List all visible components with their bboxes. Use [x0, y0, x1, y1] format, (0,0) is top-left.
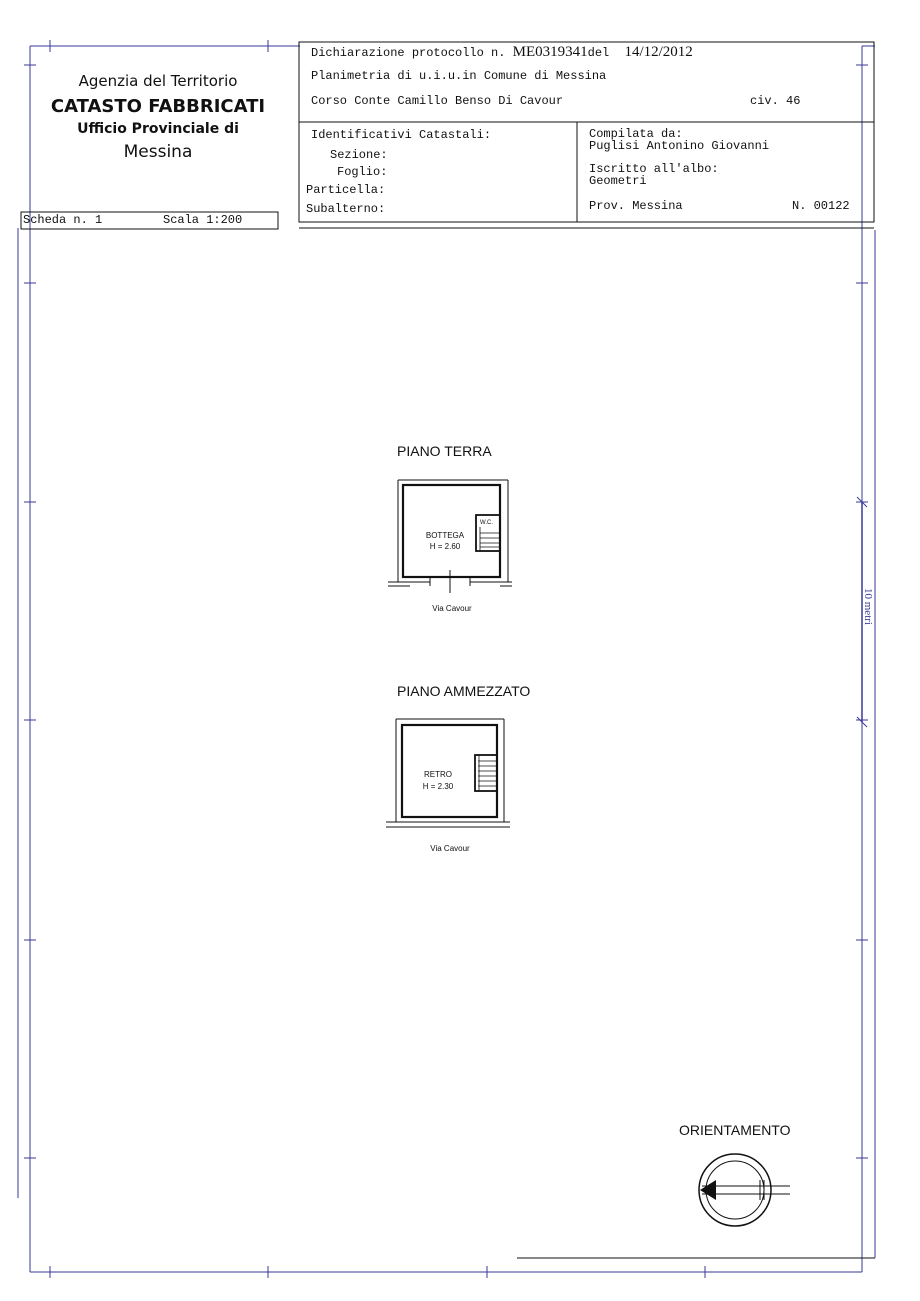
scale-bar-label: 10 metri — [862, 588, 874, 625]
iscritto-label: Iscritto all'albo: — [589, 162, 719, 176]
ground-floor-plan — [380, 475, 520, 605]
registration-number: N. 00122 — [792, 199, 850, 213]
del-label: del — [587, 46, 610, 60]
scale-label: Scala 1:200 — [163, 213, 243, 227]
subalterno-label: Subalterno: — [306, 202, 386, 216]
dichiarazione-line — [311, 44, 693, 61]
wc-label: W.C. — [480, 520, 493, 526]
civic-number: civ. 46 — [750, 94, 801, 108]
dichiarazione-label: Dichiarazione protocollo n. — [311, 46, 506, 60]
ground-street-label: Via Cavour — [432, 604, 472, 613]
agency-name: Agenzia del Territorio — [78, 72, 238, 90]
orientamento-label: ORIENTAMENTO — [679, 1122, 791, 1138]
sezione-label: Sezione: — [330, 148, 388, 162]
identificativi-title: Identificativi Catastali: — [311, 128, 492, 142]
mezzanine-room-height: H = 2.30 — [422, 782, 454, 791]
catasto-title: CATASTO FABBRICATI — [50, 96, 266, 117]
protocol-number: ME0319341 — [512, 44, 588, 60]
albo-value: Geometri — [589, 174, 647, 188]
north-arrow-icon — [690, 1148, 800, 1238]
mezzanine-title: PIANO AMMEZZATO — [397, 683, 531, 699]
ground-room-name: BOTTEGA — [425, 531, 465, 540]
prov-label: Prov. Messina — [589, 199, 683, 213]
mezzanine-street-label: Via Cavour — [430, 844, 470, 853]
ground-room-height: H = 2.60 — [429, 542, 461, 551]
protocol-date: 14/12/2012 — [624, 44, 693, 60]
office-city: Messina — [123, 142, 193, 162]
compilata-label: Compilata da: — [589, 127, 683, 141]
scheda-number: Scheda n. 1 — [23, 213, 103, 227]
foglio-label: Foglio: — [337, 165, 388, 179]
address-line: Corso Conte Camillo Benso Di Cavour — [311, 94, 564, 108]
planimetria-line: Planimetria di u.i.u.in Comune di Messina — [311, 69, 607, 83]
office-label: Ufficio Provinciale di — [77, 121, 239, 137]
compiler-name: Puglisi Antonino Giovanni — [589, 139, 770, 153]
ground-floor-title: PIANO TERRA — [397, 443, 492, 459]
mezzanine-room-name: RETRO — [424, 770, 452, 779]
particella-label: Particella: — [306, 183, 386, 197]
